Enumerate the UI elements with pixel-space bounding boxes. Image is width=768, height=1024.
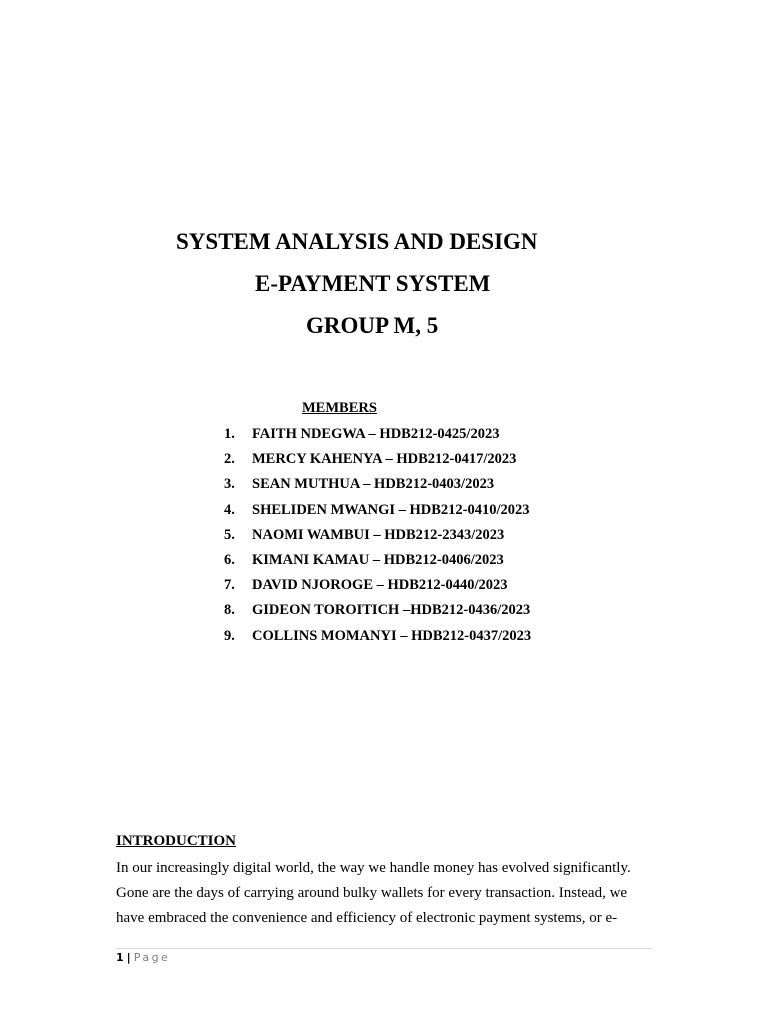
paragraph-line: In our increasingly digital world, the way we handle money has evolved significantly. [116, 860, 631, 876]
list-item-text: FAITH NDEGWA – HDB212-0425/2023 [252, 426, 500, 442]
list-item [224, 527, 531, 552]
list-item-text: MERCY KAHENYA – HDB212-0417/2023 [252, 451, 517, 468]
list-item [224, 577, 531, 602]
list-item-text: DAVID NJOROGE – HDB212-0440/2023 [252, 577, 508, 594]
paragraph-line: Gone are the days of carrying around bulky wallets for every transaction. Instead, we [116, 885, 628, 901]
list-item-text: GIDEON TOROITICH –HDB212-0436/2023 [252, 602, 531, 619]
page-footer [116, 951, 170, 965]
document-subtitle: E-PAYMENT SYSTEM [255, 271, 491, 296]
footer-divider [116, 948, 652, 949]
group-name: GROUP M, 5 [306, 313, 439, 338]
list-item [224, 476, 531, 501]
members-list [224, 426, 531, 653]
list-item-number: 6. [224, 551, 235, 568]
document-title: SYSTEM ANALYSIS AND DESIGN [176, 229, 538, 254]
list-item-number: 5. [224, 526, 235, 543]
list-item-number: 8. [224, 602, 235, 619]
list-item-number: 9. [224, 627, 235, 644]
paragraph-line: have embraced the convenience and efficiency of electronic payment systems, or e- [116, 910, 618, 926]
list-item-number: 2. [224, 451, 235, 468]
list-item [224, 502, 531, 527]
introduction-heading: INTRODUCTION [116, 833, 237, 849]
list-item-text: SHELIDEN MWANGI – HDB212-0410/2023 [252, 501, 530, 518]
list-item [224, 628, 531, 653]
list-item-text: KIMANI KAMAU – HDB212-0406/2023 [252, 551, 504, 568]
list-item-number: 4. [224, 501, 235, 518]
list-item-text: NAOMI WAMBUI – HDB212-2343/2023 [252, 526, 505, 543]
list-item-number: 3. [224, 476, 235, 493]
members-heading: MEMBERS [302, 400, 377, 416]
list-item-number: 7. [224, 577, 235, 594]
list-item [224, 426, 531, 451]
page-number: 1 [116, 951, 124, 964]
list-item [224, 552, 531, 577]
list-item-text: COLLINS MOMANYI – HDB212-0437/2023 [252, 627, 532, 644]
page-label: Page [133, 951, 171, 964]
footer-separator: | [126, 951, 131, 964]
list-item-number: 1. [224, 426, 235, 442]
list-item [224, 451, 531, 476]
list-item-text: SEAN MUTHUA – HDB212-0403/2023 [252, 476, 495, 493]
introduction-paragraph [116, 856, 656, 931]
list-item [224, 602, 531, 627]
